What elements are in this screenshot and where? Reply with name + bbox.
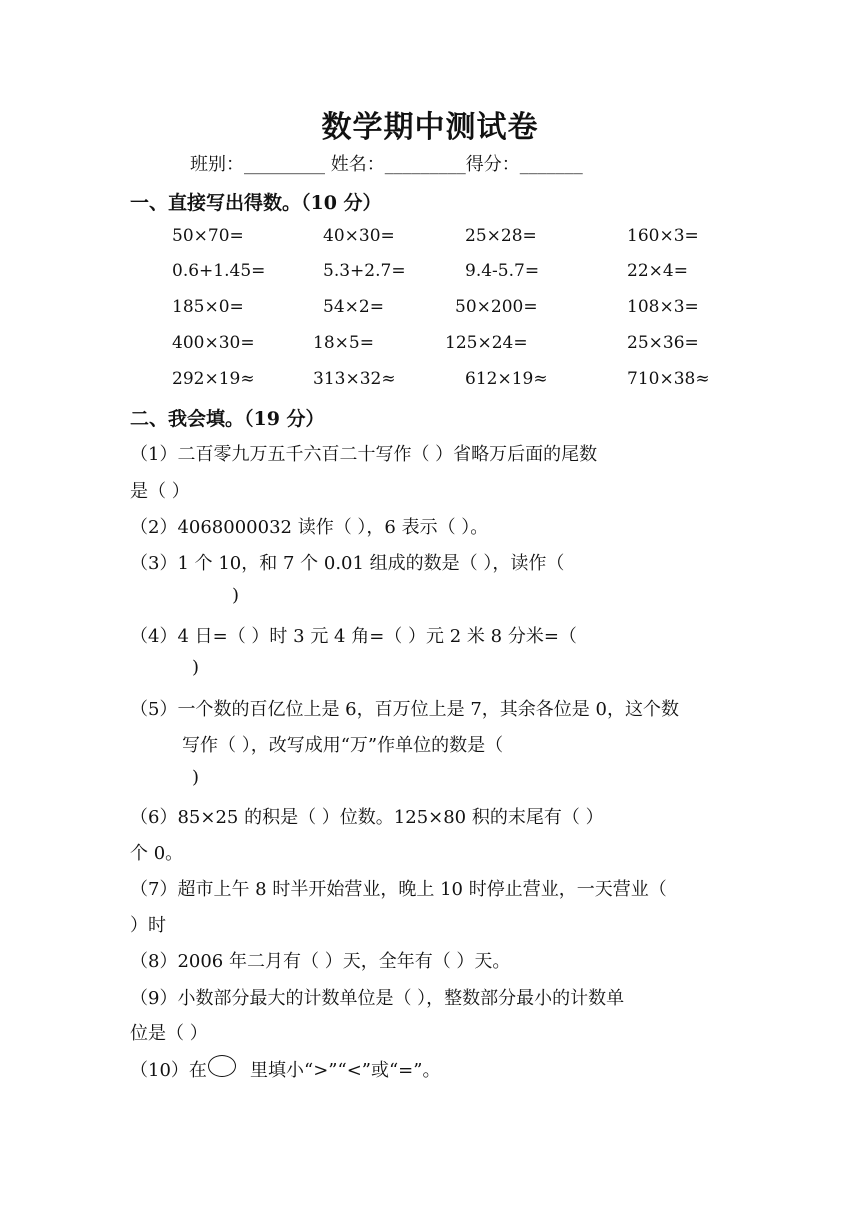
calc-item: 292×19≈ (172, 369, 255, 389)
question-line: 位是（ ） (130, 1023, 208, 1044)
question-line: 个 0。 (130, 843, 184, 864)
question-line: （10）在 (130, 1060, 207, 1081)
question-line: 是（ ） (130, 481, 190, 502)
question-line: （9）小数部分最大的计数单位是（ ），整数部分最小的计数单 (130, 988, 625, 1009)
calc-item: 25×28= (465, 226, 537, 246)
question-line: 写作（ ），改写成用“万”作单位的数是（ (182, 735, 504, 756)
question-line: ) (192, 657, 200, 678)
section2-heading: 二、我会填。（19 分） (130, 408, 325, 430)
calc-item: 54×2= (323, 297, 384, 317)
question-line: （6）85×25 的积是（ ）位数。125×80 积的末尾有（ ） (130, 807, 604, 828)
calc-item: 185×0= (172, 297, 244, 317)
question-line: ) (232, 585, 240, 606)
calc-item: 40×30= (323, 226, 395, 246)
question-line: （4）4 日=（ ）时 3 元 4 角=（ ）元 2 米 8 分米=（ (130, 626, 577, 647)
question-line: （8）2006 年二月有（ ）天，全年有（ ）天。 (130, 951, 511, 972)
calc-item: 50×200= (455, 297, 538, 317)
question-line: （5）一个数的百亿位上是 6，百万位上是 7，其余各位是 0，这个数 (130, 699, 679, 720)
student-info-line: 班别：_________ 姓名：_________得分：_______ (190, 154, 583, 175)
page-title: 数学期中测试卷 (321, 110, 539, 145)
calc-item: 22×4= (627, 261, 688, 281)
question-line: ）时 (130, 915, 166, 936)
calc-item: 9.4-5.7= (465, 261, 540, 281)
calc-item: 313×32≈ (313, 369, 396, 389)
calc-item: 0.6+1.45= (172, 261, 266, 281)
question-line: ) (192, 767, 200, 788)
question-line: 里填小“>”“<”或“=”。 (250, 1060, 441, 1081)
question-line: （7）超市上午 8 时半开始营业，晚上 10 时停止营业，一天营业（ (130, 879, 667, 900)
calc-item: 710×38≈ (627, 369, 710, 389)
calc-item: 160×3= (627, 226, 699, 246)
question-line: （3）1 个 10，和 7 个 0.01 组成的数是（ ），读作（ (130, 553, 565, 574)
calc-item: 125×24= (445, 333, 528, 353)
calc-item: 612×19≈ (465, 369, 548, 389)
comparison-circle-icon (208, 1055, 236, 1077)
calc-item: 50×70= (172, 226, 244, 246)
calc-item: 108×3= (627, 297, 699, 317)
question-line: （1）二百零九万五千六百二十写作（ ）省略万后面的尾数 (130, 444, 598, 465)
calc-item: 18×5= (313, 333, 374, 353)
section1-heading: 一、直接写出得数。（10 分） (130, 192, 382, 214)
calc-item: 5.3+2.7= (323, 261, 406, 281)
question-line: （2）4068000032 读作（ ），6 表示（ ）。 (130, 517, 489, 538)
calc-item: 25×36= (627, 333, 699, 353)
calc-item: 400×30= (172, 333, 255, 353)
